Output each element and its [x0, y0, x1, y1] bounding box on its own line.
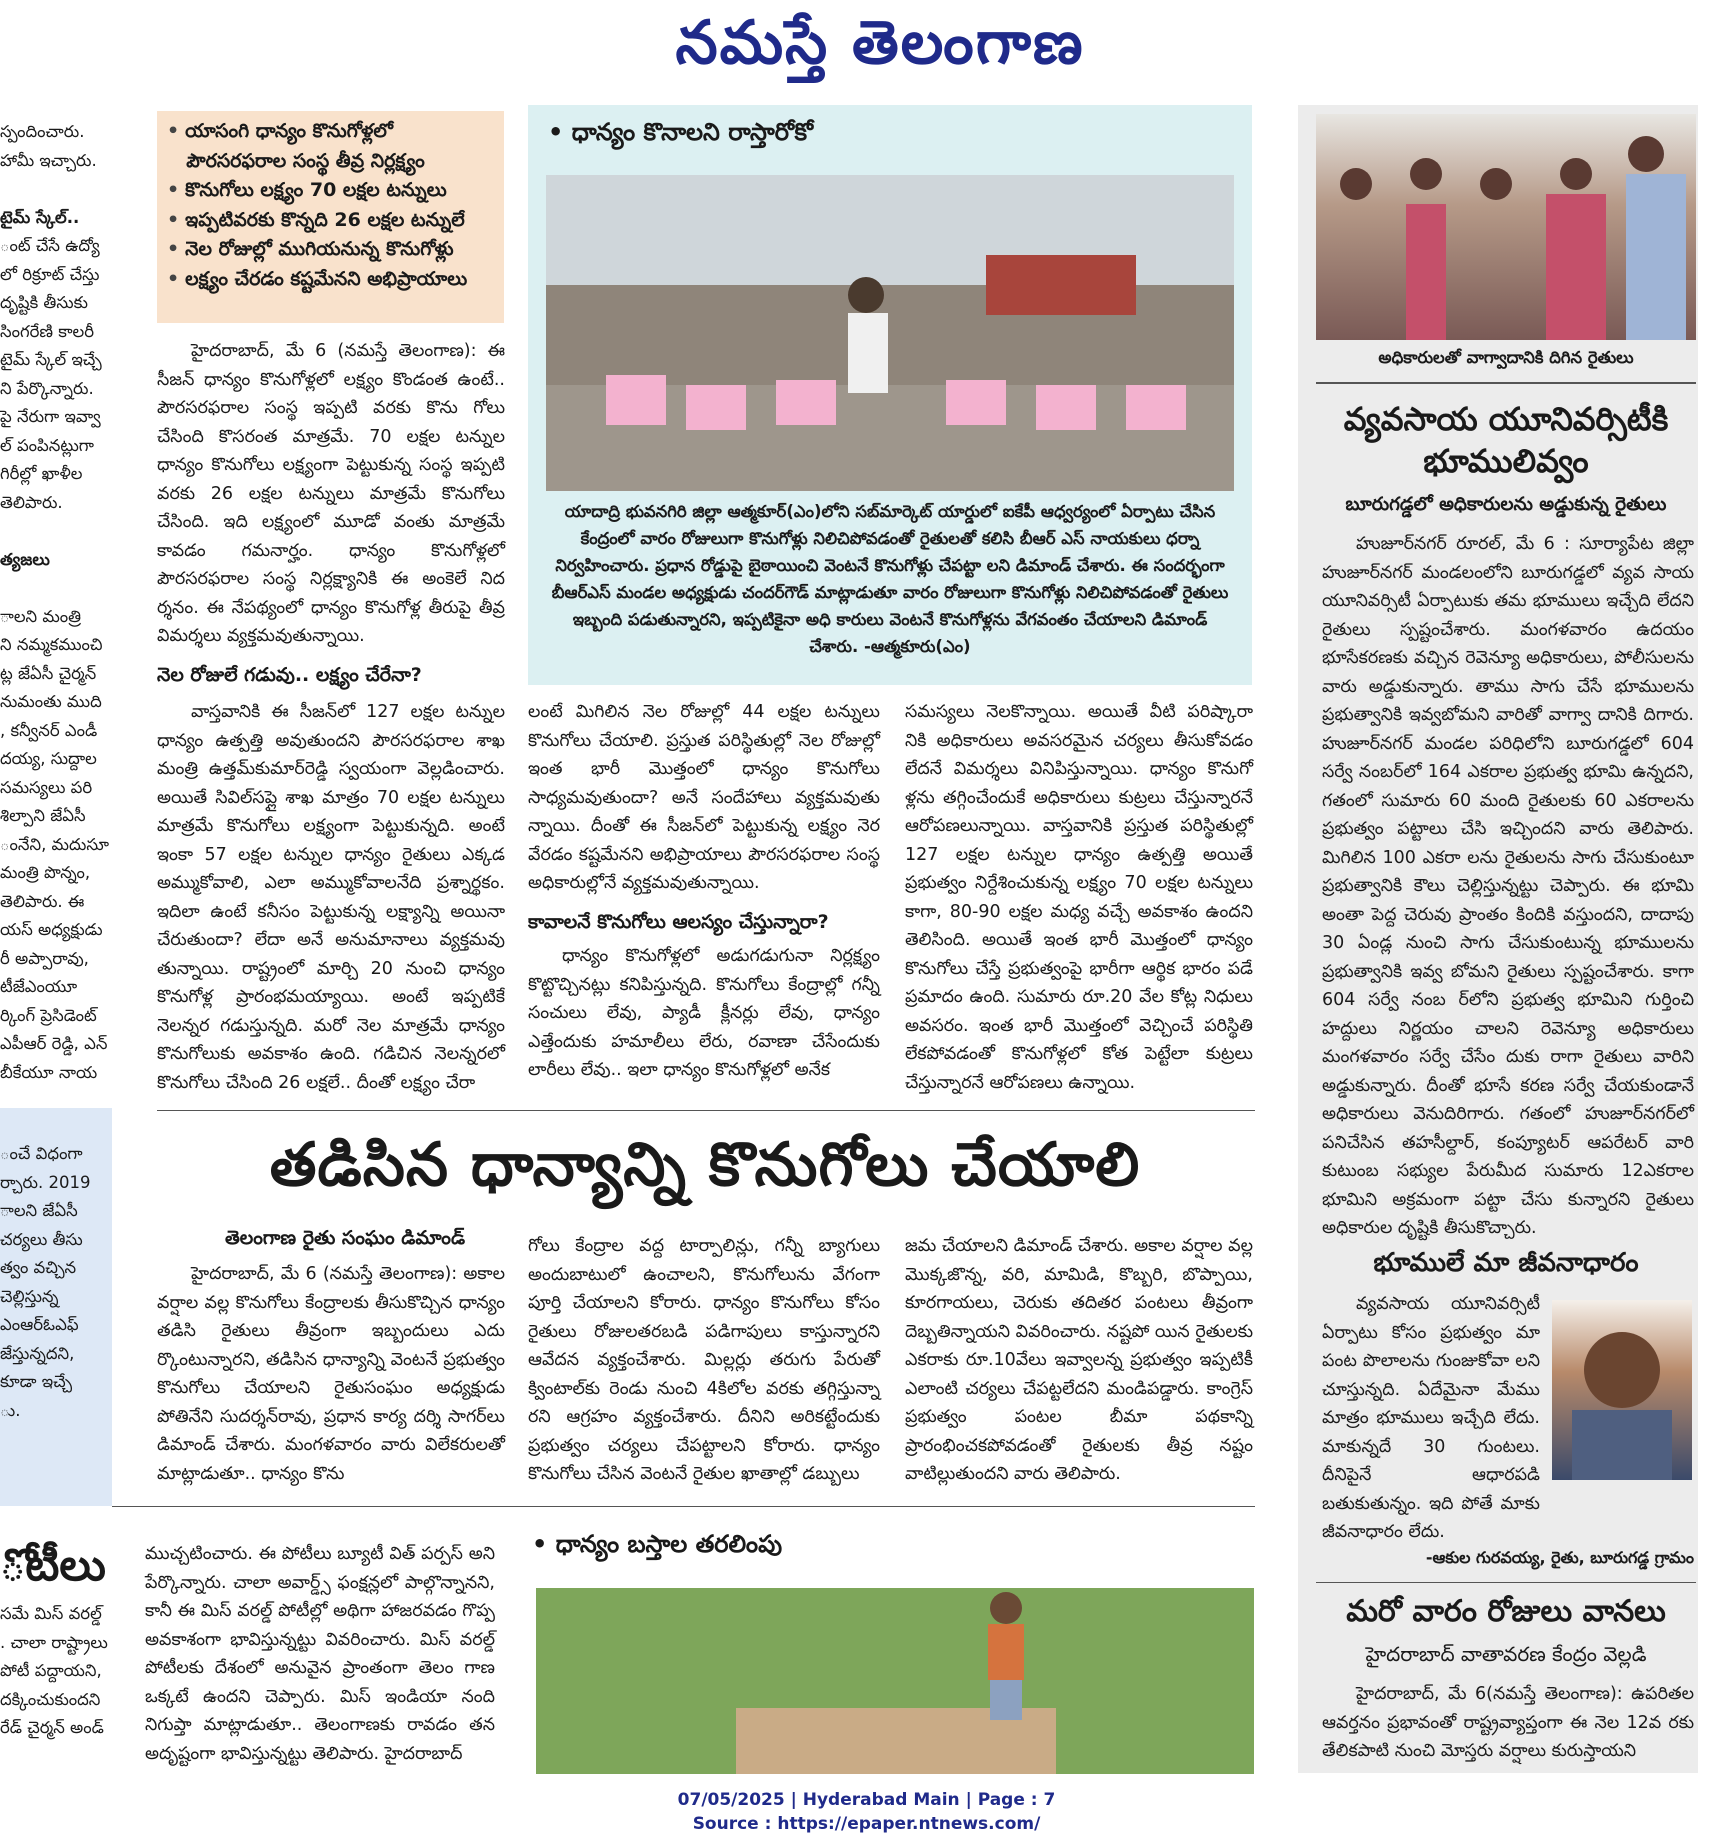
left-strip-line: ర్కింగ్ ప్రెసిడెంట్ [0, 1005, 97, 1025]
right-headline: వ్యవసాయ యూనివర్సిటీకి భూములివ్వం [1343, 400, 1669, 480]
left-strip-line: త్యజలు [0, 549, 50, 569]
left-strip-line: ంనేని, మదుసూ [0, 834, 109, 854]
left-strip-line: సమస్యలు పరి [0, 777, 93, 797]
photo-feature-caption: యాదాద్రి భువనగిరి జిల్లా ఆత్మకూర్(ఎం)లోని సబ్‌మార్కెట్ యార్డులో ఐకేపీ ఆధ్వర్యంలో ఏర్పాటు చేసిన కేంద్రంలో వారం రోజులుగా కొనుగోళ్లు నిలిచిపోవడంతో రైతులతో కలిసి బీఆర్ ఎస్ నాయకులు ధర్నా నిర్వహించారు. ప్రధాన రోడ్డుపై బైఠాయించి వెంటనే కొనుగోళ్లు చేపట్టా లని డిమాండ్ చేశారు. ఈ సందర్భంగా బీఆర్ఎస్ మండల అధ్యక్షుడు చందర్‌గౌడ్ మాట్లాడుతూ వారం రోజులుగా కొనుగోళ్లు నిలిచిపోవడంతో రైతులు ఇబ్బంది పడుతున్నారని, ఇప్పటికైనా అధి కారులు వెంటనే కొనుగోళ్లను వేగవంతం చేయాలని డిమాండ్ చేశారు. -ఆత్మకూరు(ఎం) [551, 502, 1229, 656]
left-strip-line: రీ అప్పారావు, [0, 948, 89, 968]
farmers-photo-caption: అధికారులతో వాగ్వాదానికి దిగిన రైతులు [1378, 348, 1634, 367]
article1-subhead1: నెల రోజులే గడువు.. లక్ష్యం చేరేనా? [157, 663, 422, 686]
left-strip-line: కూడా ఇచ్చే [0, 1372, 73, 1391]
left-strip-line: త్వం వచ్చిన [0, 1258, 77, 1277]
left-column-fragment [0, 118, 118, 1082]
highlight-text: కొనుగోలు లక్ష్యం 70 లక్షల టన్నులు [185, 179, 447, 201]
left-strip-line: సమే మిస్ వరల్డ్ [0, 1604, 102, 1623]
highlight-item [167, 206, 494, 236]
highlight-text: ఇప్పటివరకు కొన్నది 26 లక్షల టన్నులే [185, 208, 465, 231]
page-footer [0, 1788, 1733, 1836]
highlight-item [167, 117, 494, 147]
right-subhead: బూరుగడ్డలో అధికారులను అడ్డుకున్న రైతులు [1345, 494, 1667, 515]
highlights-box [157, 111, 504, 323]
highlight-item [167, 147, 494, 177]
left-strip-line: బీకేయూ నాయ [0, 1062, 98, 1082]
article1-subhead2: కావాలనే కొనుగోలు ఆలస్యం చేస్తున్నారా? [528, 910, 829, 933]
protest-photo [546, 175, 1234, 491]
article2-col1-text: హైదరాబాద్, మే 6 (నమస్తే తెలంగాణ): అకాల వర్షాల వల్ల కొనుగోలు కేంద్రాలకు తీసుకొచ్చిన ధాన్యం తడిసి రైతులు తీవ్రంగా ఇబ్బందులు ఎదు ర్కొంటున్నారని, తడిసిన ధాన్యాన్ని వెంటనే ప్రభుత్వం కొనుగోలు చేయాలని రైతుసంఘం అధ్యక్షుడు పోతినేని సుదర్శన్‌రావు, ప్రధాన కార్య దర్శి సాగర్‌లు డిమాండ్ చేశారు. మంగళవారం వారు విలేకరులతో మాట్లాడుతూ.. ధాన్యం కొను [157, 1264, 505, 1484]
quote-text-block [1322, 1290, 1540, 1540]
farmers-photo [1316, 114, 1696, 340]
highlight-item [167, 176, 494, 206]
highlight-item [167, 265, 494, 295]
bullet-dot-icon: • [532, 1530, 556, 1558]
left-strip-line: గిరీల్లో ఖాళీల [0, 464, 83, 483]
left-strip-line: ఎంఆర్ఓఎఫ్ [0, 1315, 79, 1334]
left-strip-line [0, 517, 118, 546]
left-strip-line: జేస్తున్నదని, [0, 1343, 75, 1363]
left-strip-line: పోటీ పద్దాయని, [0, 1661, 102, 1680]
highlight-text: పౌరసరఫరాల సంస్థ తీవ్ర నిర్లక్ష్యం [186, 149, 425, 172]
left-strip-line: రేడ్ చైర్మన్ అండ్ [0, 1718, 104, 1737]
left-strip-line [0, 574, 118, 603]
bullet-dot-icon: • [167, 208, 180, 231]
photo-feature-title: • ధాన్యం కొనాలని రాస్తారోకో [548, 118, 814, 146]
article1-para1: హైదరాబాద్, మే 6 (నమస్తే తెలంగాణ): ఈ సీజన్ ధాన్యం కొనుగోళ్లలో లక్ష్యం కొండంత ఉంటే.. పౌరసరఫరాల సంస్థ ఇప్పటి వరకు కొను గోలు చేసింది కొసరంత మాత్రమే. 70 లక్షల టన్నుల ధాన్యం కొనుగోలు లక్ష్యంగా పెట్టుకున్న సంస్థ ఇప్పటి వరకు 26 లక్షల టన్నులు మాత్రమే కొనుగోలు చేసింది. ఇది లక్ష్యంలో మూడో వంతు మాత్రమే కావడం గమనార్హం. ధాన్యం కొనుగోళ్లలో పౌరసరఫరాల సంస్థ నిర్లక్ష్యానికి ఈ అంకెలే నిద ర్శనం. ఈ నేపథ్యంలో ధాన్యం కొనుగోళ్ల తీరుపై తీవ్ర విమర్శలు వ్యక్తమవుతున్నాయి. [157, 341, 505, 646]
left-strip-line: పై నేరుగా ఇవ్వా [0, 407, 101, 426]
left-column-fragment-2 [0, 1140, 112, 1500]
highlight-item [167, 235, 494, 265]
left-headline-fragment: ోటీలు [0, 1540, 106, 1591]
bullet-dot-icon: • [167, 179, 180, 201]
left-strip-line: ు. [0, 1400, 21, 1420]
masthead: నమస్తే తెలంగాణ [675, 8, 1085, 78]
farmer-portrait [1552, 1300, 1692, 1480]
left-strip-line: హామీ ఇచ్చారు. [0, 150, 97, 170]
right-article-text: హుజూర్‌నగర్ రూరల్, మే 6 : సూర్యాపేట జిల్లా హుజూర్‌నగర్ మండలంలోని బూరుగడ్డలో వ్యవ సాయ యూనివర్సిటీ ఏర్పాటుకు తమ భూములు ఇచ్చేది లేదని రైతులు స్పష్టంచేశారు. మంగళవారం ఉదయం భూసేకరణకు వచ్చిన రెవెన్యూ అధికారులు, పోలీసులను వారు అడ్డుకున్నారు. తాము సాగు చేసే భూములను ప్రభుత్వానికి ఇవ్వబోమని వారితో వాగ్వా దానికి దిగారు. హుజూర్‌నగర్ మండల పరిధిలోని బూరుగడ్డలో 604 సర్వే నంబర్‌లో 164 ఎకరాల ప్రభుత్వ భూమి ఉన్నదని, గతంలో సుమారు 60 మంది రైతులకు 60 ఎకరాలను ప్రభుత్వం పట్టాలు చేసి ఇచ్చిందని వారు తెలిపారు. మిగిలిన 100 ఎకరా లను రైతులను సాగు చేసుకుంటూ ప్రభుత్వానికి కౌలు చెల్లిస్తున్నట్టు చెప్పారు. ఈ భూమి అంతా పెద్ద చెరువు ప్రాంతం కిందికి వస్తుందని, దాదాపు 30 ఏండ్ల నుంచి సాగు చేసుకుంటున్న భూములను ప్రభుత్వానికి ఇవ్వ బోమని రైతులు స్పష్టంచేశారు. కాగా 604 సర్వే నంబ ర్‌లోని ప్రభుత్వ భూమిని గుర్తించి హద్దులు నిర్ణయం చాలని రెవెన్యూ అధికారులు మంగళవారం సర్వే చేసేం దుకు రాగా రైతులు వారిని అడ్డుకున్నారు. దీంతో భూసే కరణ సర్వే చేయకుండానే అధికారులు వెనుదిరిగారు. గతంలో హుజూర్‌నగర్‌లో పనిచేసిన తహసీల్దార్, కంప్యూటర్ ఆపరేటర్ వారి కుటుంబ సభ్యుల పేరుమీద సుమారు 12ఎకరాల భూమిని అక్రమంగా పట్టా చేసు కున్నారని రైతులు అధికారుల దృష్టికి తీసుకొచ్చారు. [1322, 534, 1694, 1238]
left-strip-line: ాలని మంత్రి [0, 606, 82, 626]
article3-col1-text: ముచ్చటించారు. ఈ పోటీలు బ్యూటీ విత్ పర్పస్ అని పేర్కొన్నారు. చాలా అవార్డ్స్ ఫంక్షన్లలో పాల్గొన్నానని, కానీ ఈ మిస్ వరల్డ్ పోటీల్లో అథిగా హాజరవడం గొప్ప అవకాశంగా భావిస్తున్నట్టు వివరించారు. మిస్ వరల్డ్ పోటీలకు దేశంలో అనువైన ప్రాంతంగా తెలం గాణ ఒక్కటే ఉందని చెప్పారు. మిస్ ఇండియా నంది నిగుప్తా మాట్లాడుతూ.. తెలంగాణకు రావడం తన అదృష్టంగా భావిస్తున్నట్టు తెలిపారు. హైదరాబాద్ [145, 1544, 495, 1764]
article1-col1-text: వాస్తవానికి ఈ సీజన్‌లో 127 లక్షల టన్నుల ధాన్యం ఉత్పత్తి అవుతుందని పౌరసరఫరాల శాఖ మంత్రి ఉత్తమ్‌కుమార్‌రెడ్డి స్వయంగా వెల్లడించారు. అయితే సివిల్‌సప్లై శాఖ మాత్రం 70 లక్షల టన్నులు మాత్రమే కొనుగోలు లక్ష్యంగా పెట్టుకున్నది. అంటే ఇంకా 57 లక్షల టన్నుల ధాన్యం రైతులు ఎక్కడ అమ్ముకోవాలి, ఎలా అమ్ముకోవాలనేది ప్రశ్నార్థకం. ఇదిలా ఉంటే కనీసం పెట్టుకున్న లక్ష్యాన్ని అయినా చేరుతుందా? లేదా అనే అనుమానాలు వ్యక్తమవు తున్నాయి. రాష్ట్రంలో మార్చి 20 నుంచి ధాన్యం కొనుగోళ్ల ప్రారంభమయ్యాయి. అంటే ఇప్పటికే నెలన్నర గడుస్తున్నది. మరో నెల మాత్రమే ధాన్యం కొనుగోలుకు అవకాశం ఉంది. గడిచిన నెలన్నరలో కొనుగోలు చేసింది 26 లక్షలే.. దీంతో లక్ష్యం చేరా [157, 702, 505, 1093]
left-strip-line: ాలని జేఏసీ [0, 1201, 78, 1220]
left-strip-line: నుమంతు ముది [0, 692, 102, 711]
article1-col3 [905, 698, 1253, 1092]
bullet-dot-icon: • [548, 118, 572, 146]
quote-text: వ్యవసాయ యూనివర్సిటీ ఏర్పాటు కోసం ప్రభుత్వం మా పంట పొలాలను గుంజుకోవా లని చూస్తున్నది. ఏదేమైనా మేము మాత్రం భూములు ఇచ్చేది లేదు. మాకున్నదే 30 గుంటలు. దీనిపైనే ఆధారపడి బతుకుతున్నం. ఇది పోతే మాకు జీవనాధారం లేదు. [1322, 1294, 1540, 1542]
right-article-2-text: హైదరాబాద్, మే 6(నమస్తే తెలంగాణ): ఉపరితల ఆవర్తనం ప్రభావంతో రాష్ట్రవ్యాప్తంగా ఈ నెల 12వ రకు తేలికపాటి నుంచి మోస్తరు వర్షాలు కురుస్తాయని [1322, 1684, 1694, 1761]
article1-col2-text: లంటే మిగిలిన నెల రోజుల్లో 44 లక్షల టన్నులు కొనుగోలు చేయాలి. ప్రస్తుత పరిస్థితుల్లో నెల రోజుల్లో ఇంత భారీ మొత్తంలో ధాన్యం కొనుగోలు సాధ్యమవుతుందా? అనే సందేహాలు వ్యక్తమవుతు న్నాయి. దీంతో ఈ సీజన్‌లో పెట్టుకున్న లక్ష్యం నెర వేరడం కష్టమేనని అభిప్రాయాలు పౌరసరఫరాల సంస్థ అధికారుల్లోనే వ్యక్తమవుతున్నాయి. [528, 702, 880, 893]
bullet-dot-icon: • [167, 238, 180, 260]
footer-source: Source : https://epaper.ntnews.com/ [692, 1814, 1041, 1834]
left-strip-line: మంత్రి పొన్నం, [0, 863, 91, 882]
left-strip-line: . చాలా రాష్ట్రాలు [0, 1632, 108, 1652]
left-strip-line: ర్చారు. 2019 [0, 1172, 91, 1192]
highlight-text: నెల రోజుల్లో ముగియనున్న కొనుగోళ్లు [185, 238, 454, 260]
left-strip-line: టైమ్ స్కేల్.. [0, 207, 80, 227]
left-strip-line [0, 175, 118, 204]
left-strip-line: దక్కించుకుందని [0, 1689, 101, 1709]
left-strip-line: చెల్లిస్తున్న [0, 1286, 59, 1306]
article2-col3 [905, 1232, 1253, 1487]
left-strip-line: తెలిపారు. ఈ [0, 891, 85, 911]
right-divider [1316, 382, 1696, 384]
article2-col2 [528, 1232, 880, 1487]
left-strip-line: చర్యలు తీసు [0, 1229, 83, 1249]
quote-headline: భూములే మా జీవనాధారం [1373, 1248, 1639, 1278]
article1-col2 [528, 698, 880, 1092]
article1-col1 [157, 698, 505, 1092]
right-subhead-2: హైదరాబాద్ వాతావరణ కేంద్రం వెల్లడి [1365, 1642, 1647, 1666]
left-strip-line: ంట్ చేసే ఉద్యో [0, 236, 100, 255]
article2-subhead: తెలంగాణ రైతు సంఘం డిమాండ్ [225, 1227, 465, 1249]
article1-intro [157, 337, 505, 686]
left-strip-line: ట్ల జేఏసీ చైర్మన్ [0, 663, 97, 683]
left-strip-line: లో రిక్రూట్ చేస్తు [0, 264, 100, 284]
quote-attribution: -ఆకుల గురవయ్య, రైతు, బూరుగడ్డ గ్రామం [1425, 1548, 1694, 1567]
farmers-photo-illustration [1316, 114, 1696, 340]
left-strip-line: ఎపీఆర్ రెడ్డి, ఎన్ [0, 1034, 108, 1053]
left-strip-line: సింగరేణి కాలరీ [0, 321, 95, 341]
footer-date-edition: 07/05/2025 | Hyderabad Main | Page : 7 [677, 1790, 1056, 1810]
protest-photo-illustration [546, 175, 1234, 491]
left-strip-line: తెలిపారు. [0, 492, 63, 512]
left-column-fragment-3 [0, 1600, 118, 1770]
right-headline-2: మరో వారం రోజులు వానలు [1346, 1594, 1666, 1629]
bullet-dot-icon: • [167, 267, 180, 290]
highlight-text: లక్ష్యం చేరడం కష్టమేనని అభిప్రాయాలు [185, 267, 468, 290]
left-strip-line: యస్ అధ్యక్షుడు [0, 920, 103, 939]
article2-col3-text: జమ చేయాలని డిమాండ్ చేశారు. అకాల వర్షాల వల్ల మొక్కజొన్న, వరి, మామిడి, కొబ్బరి, బొప్పాయి, కూరగాయలు, చెరుకు తదితర పంటలు తీవ్రంగా దెబ్బతిన్నాయని వివరించారు. నష్టపో యిన రైతులకు ఎకరాకు రూ.10వేలు ఇవ్వాలన్న ప్రభుత్వం ఇప్పటికీ ఎలాంటి చర్యలు చేపట్టలేదని మండిపడ్డారు. కాంగ్రెస్ ప్రభుత్వం పంటల బీమా పథకాన్ని ప్రారంభించకపోవడంతో రైతులకు తీవ్ర నష్టం వాటిల్లుతుందని వారు తెలిపారు. [905, 1236, 1253, 1484]
left-strip-line: దయ్య, సుద్దాల [0, 749, 97, 768]
right-article-body-2 [1322, 1680, 1694, 1770]
grain-bags-photo [536, 1588, 1254, 1774]
bullet-dot-icon: • [167, 120, 180, 142]
left-strip-line: ంచే విధంగా [0, 1144, 83, 1163]
left-strip-line: స్పందించారు. [0, 122, 85, 141]
article2-col1 [157, 1260, 505, 1485]
left-strip-line: శిల్పాని జేఏసీ [0, 806, 86, 825]
section-divider [157, 1110, 1255, 1111]
left-strip-line: ల్ పంపినట్లుగా [0, 435, 94, 455]
article1-col2b-text: ధాన్యం కొనుగోళ్లలో అడుగడుగునా నిర్లక్ష్యం కొట్టొచ్చినట్లు కనిపిస్తున్నది. కొనుగోలు కేంద్రాల్లో గన్నీ సంచులు లేవు, ప్యాడీ క్లీనర్లు లేవు, ధాన్యం ఎత్తేందుకు హమాలీలు లేరు, రవాణా చేసేందుకు లారీలు లేవు.. ఇలా ధాన్యం కొనుగోళ్లలో అనేక [528, 946, 880, 1080]
article1-col3-text: సమస్యలు నెలకొన్నాయి. అయితే వీటి పరిష్కారా నికి అధికారులు అవసరమైన చర్యలు తీసుకోవడం లేదనే విమర్శలు వినిపిస్తున్నాయి. ధాన్యం కొనుగో ళ్లను తగ్గించేందుకే అధికారులు కుట్రలు చేస్తున్నారనే ఆరోపణలున్నాయి. వాస్తవానికి ప్రస్తుత పరిస్థితుల్లో 127 లక్షల టన్నుల ధాన్యం ఉత్పత్తి అయితే ప్రభుత్వం నిర్దేశించుకున్న లక్ష్యం 70 లక్షల టన్నులు కాగా, 80-90 లక్షల మధ్య వచ్చే అవకాశం ఉందని తెలిసింది. అయితే ఇంత భారీ మొత్తంలో ధాన్యం కొనుగోలు చేస్తే ప్రభుత్వంపై భారీగా ఆర్థిక భారం పడే ప్రమాదం ఉంది. సుమారు రూ.20 వేల కోట్ల నిధులు అవసరం. ఇంత భారీ మొత్తంలో వెచ్చించే పరిస్థితి లేకపోవడంతో కొనుగోళ్లలో కోత పెట్టేలా కుట్రలు చేస్తున్నారనే ఆరోపణలు ఉన్నాయి. [905, 702, 1253, 1093]
right-divider-2 [1316, 1582, 1696, 1583]
bullet-dot-icon [167, 150, 180, 172]
left-strip-line: టైమ్ స్కేల్ ఇచ్చే [0, 350, 102, 369]
grain-bags-photo-illustration [536, 1588, 1254, 1774]
article3-photo-title: • ధాన్యం బస్తాల తరలింపు [532, 1530, 783, 1558]
section-divider-2 [112, 1506, 1255, 1507]
left-strip-line: ని పేర్కొన్నారు. [0, 378, 94, 398]
left-strip-line: టీజేఎంయూ [0, 977, 78, 996]
article2-headline: తడిసిన ధాన్యాన్ని కొనుగోలు చేయాలి [269, 1130, 1141, 1200]
highlight-text: యాసంగి ధాన్యం కొనుగోళ్లలో [185, 120, 393, 142]
left-strip-line: ని నమ్మకముంచి [0, 635, 103, 654]
left-strip-line: దృష్టికి తీసుకు [0, 293, 88, 312]
article3-col1 [145, 1540, 495, 1772]
left-strip-line: , కన్వీనర్ ఎండీ [0, 720, 98, 740]
right-article-body [1322, 530, 1694, 1240]
farmer-portrait-illustration [1552, 1300, 1692, 1480]
article2-col2-text: గోలు కేంద్రాల వద్ద టార్పాలిన్లు, గన్నీ బ్యాగులు అందుబాటులో ఉంచాలని, కొనుగోలును వేగంగా పూర్తి చేయాలని కోరారు. ధాన్యం కొనుగోలు కోసం రైతులు రోజులతరబడి పడిగాపులు కాస్తున్నారని ఆవేదన వ్యక్తంచేశారు. మిల్లర్లు తరుగు పేరుతో క్వింటాల్‌కు రెండు నుంచి 4కిలోల వరకు తగ్గిస్తున్నా రని ఆగ్రహం వ్యక్తంచేశారు. దీనిని అరికట్టేందుకు ప్రభుత్వం చర్యలు చేపట్టాలని కోరారు. ధాన్యం కొనుగోలు చేసిన వెంటనే రైతుల ఖాతాల్లో డబ్బులు [528, 1236, 880, 1484]
